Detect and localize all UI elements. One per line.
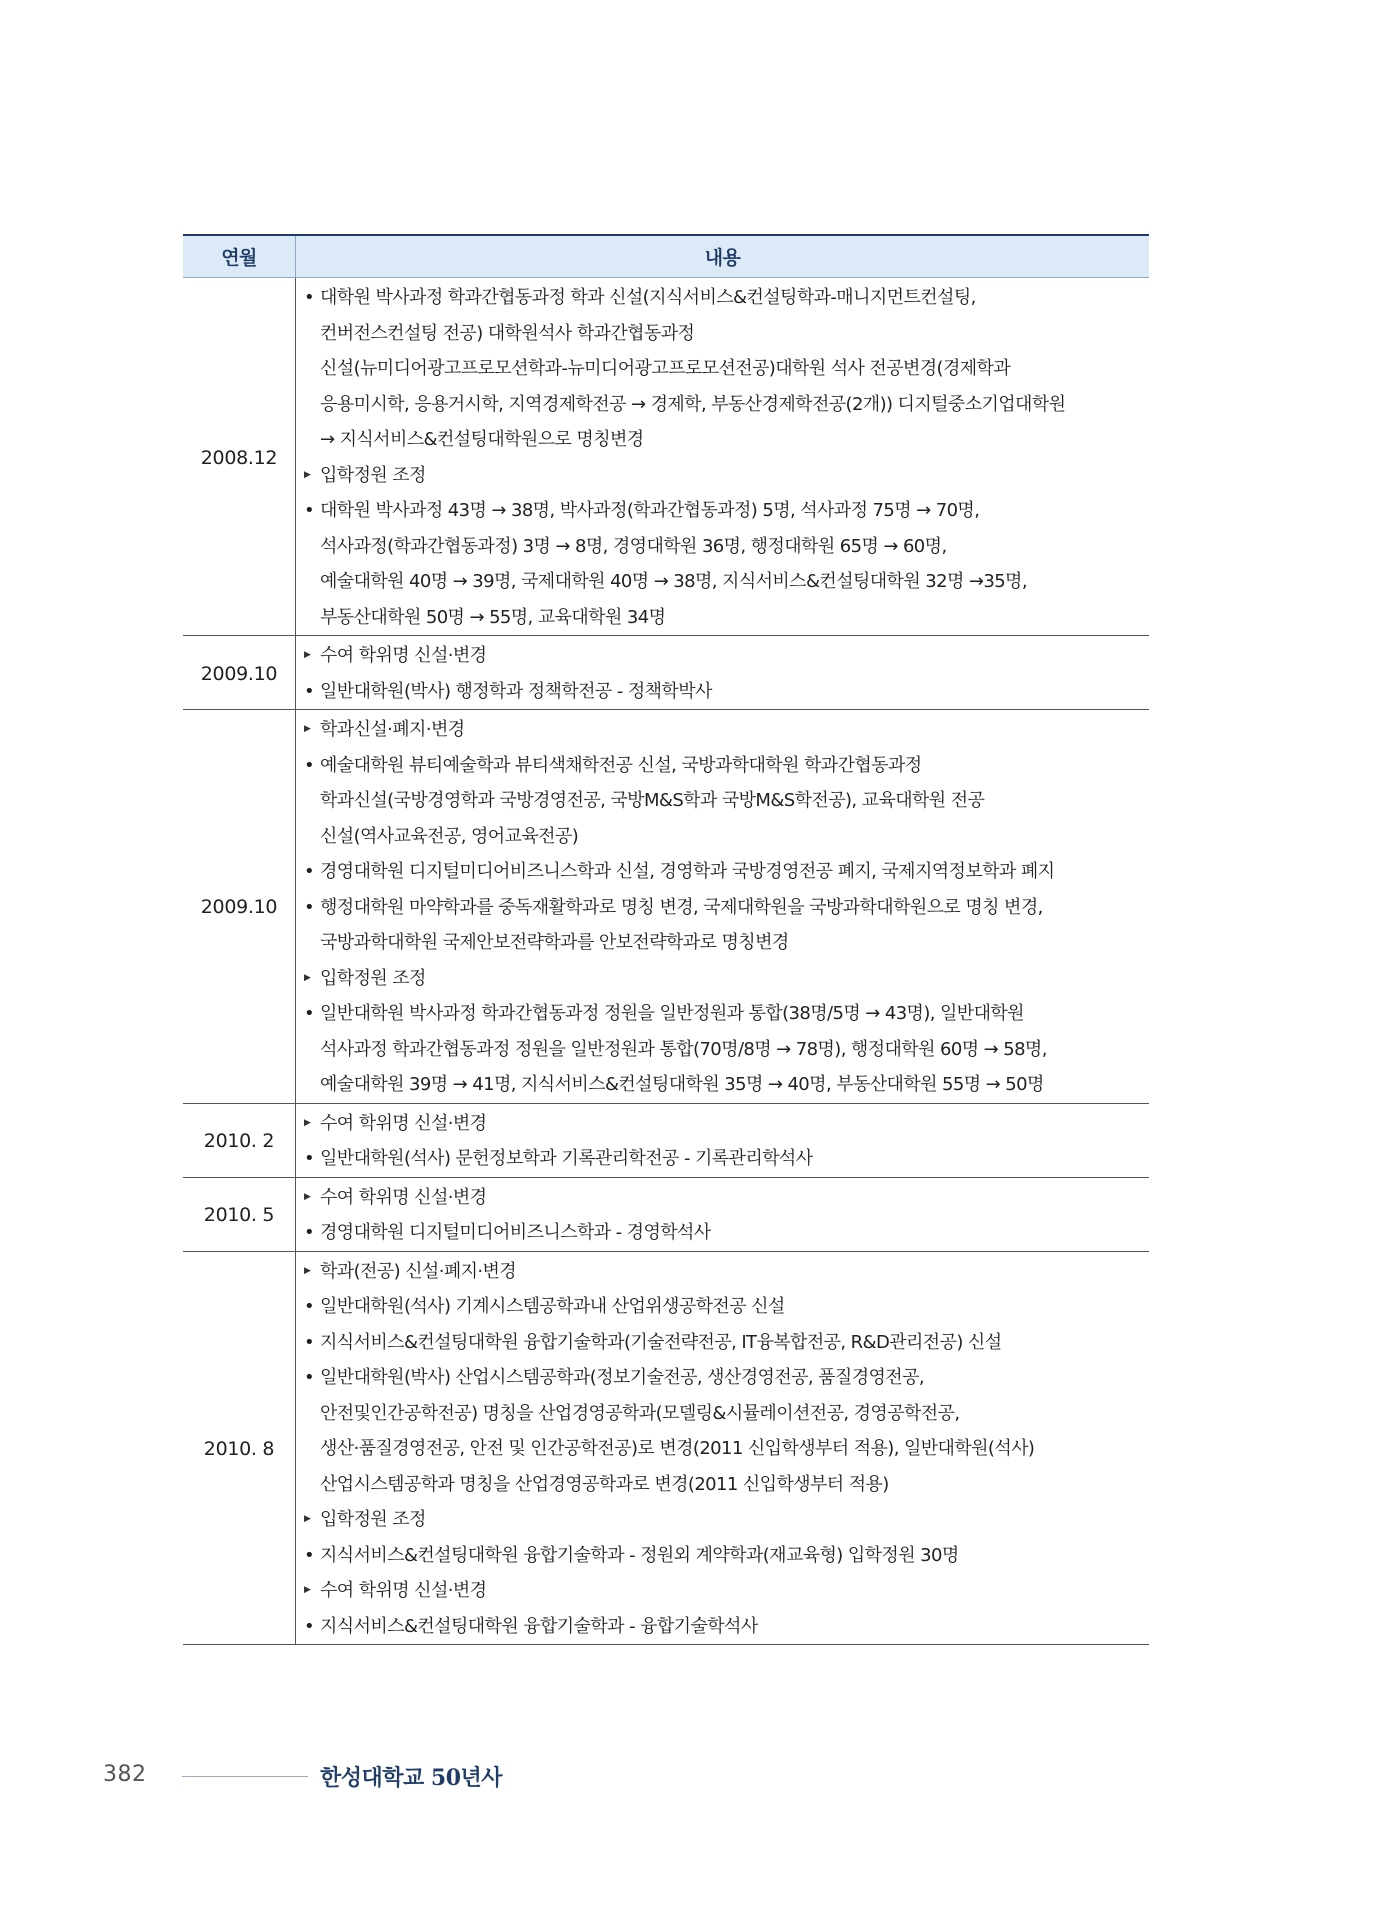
line-text: 대학원 박사과정 43명 → 38명, 박사과정(학과간협동과정) 5명, 석사과정 75명 → 70명, <box>320 500 980 521</box>
content-cell <box>296 710 1150 1104</box>
table-row <box>183 1103 1149 1177</box>
line-text: 예술대학원 39명 → 41명, 지식서비스&컨설팅대학원 35명 → 40명, 부동산대학원 55명 → 50명 <box>320 1074 1044 1095</box>
content-line <box>304 1106 1149 1142</box>
section-arrow-icon: ▶ <box>304 1191 311 1202</box>
line-text: 예술대학원 40명 → 39명, 국제대학원 40명 → 38명, 지식서비스&컨설팅대학원 32명 →35명, <box>320 571 1027 592</box>
content-line <box>304 638 1149 674</box>
content-line <box>304 819 1149 855</box>
line-text: 지식서비스&컨설팅대학원 융합기술학과 - 융합기술학석사 <box>320 1615 758 1637</box>
content-line <box>304 1467 1149 1503</box>
section-arrow-icon: ▶ <box>304 650 311 660</box>
line-text: 신설(뉴미디어광고프로모션학과-뉴미디어광고프로모션전공)대학원 석사 전공변경(경제학과 <box>320 358 1011 379</box>
section-arrow-icon: ▶ <box>304 469 311 480</box>
table-row <box>183 1251 1149 1645</box>
bullet-icon: • <box>304 1615 315 1637</box>
line-text: 입학정원 조정 <box>320 464 426 486</box>
section-arrow-icon: ▶ <box>304 1117 311 1128</box>
year-cell: 2008.12 <box>183 278 296 636</box>
line-text: 일반대학원(박사) 산업시스템공학과(정보기술전공, 생산경영전공, 품질경영전공, <box>320 1367 924 1388</box>
content-line <box>304 890 1149 926</box>
content-line <box>304 1502 1149 1538</box>
content-line <box>304 280 1149 316</box>
line-text: 안전및인간공학전공) 명칭을 산업경영공학과(모델링&시뮬레이션전공, 경영공학전공, <box>320 1402 960 1424</box>
line-text: 경영대학원 디지털미디어비즈니스학과 - 경영학석사 <box>320 1222 711 1243</box>
line-text: 컨버전스컨설팅 전공) 대학원석사 학과간협동과정 <box>320 322 695 344</box>
bullet-icon: • <box>304 680 315 702</box>
line-text: 수여 학위명 신설·변경 <box>320 1580 487 1601</box>
bullet-icon: • <box>304 1367 315 1388</box>
line-text: 예술대학원 뷰티예술학과 뷰티색채학전공 신설, 국방과학대학원 학과간협동과정 <box>320 754 922 776</box>
content-line <box>304 1180 1149 1216</box>
line-text: 경영대학원 디지털미디어비즈니스학과 신설, 경영학과 국방경영전공 폐지, 국제지역정보학과 폐지 <box>320 861 1055 882</box>
content-line <box>304 783 1149 819</box>
content-line <box>304 1254 1149 1290</box>
content-cell <box>296 278 1150 636</box>
content-cell <box>296 1103 1150 1177</box>
line-text: 행정대학원 마약학과를 중독재활학과로 명칭 변경, 국제대학원을 국방과학대학원으로 명칭 변경, <box>320 896 1043 918</box>
content-line <box>304 1325 1149 1361</box>
section-arrow-icon: ▶ <box>304 1265 311 1276</box>
table-row <box>183 710 1149 1104</box>
line-text: 입학정원 조정 <box>320 1509 426 1530</box>
line-text: 일반대학원(박사) 행정학과 정책학전공 - 정책학박사 <box>320 680 712 702</box>
section-arrow-icon: ▶ <box>304 724 311 734</box>
bullet-icon: • <box>304 1148 315 1169</box>
content-line <box>304 458 1149 494</box>
content-line <box>304 600 1149 636</box>
year-cell: 2009.10 <box>183 636 296 710</box>
line-text: 일반대학원(석사) 기계시스템공학과내 산업위생공학전공 신설 <box>320 1296 785 1317</box>
content-line <box>304 961 1149 997</box>
bullet-icon: • <box>304 287 315 308</box>
bullet-icon: • <box>304 754 315 776</box>
line-text: 대학원 박사과정 학과간협동과정 학과 신설(지식서비스&컨설팅학과-매니지먼트컨설팅, <box>320 287 976 308</box>
line-text: 수여 학위명 신설·변경 <box>320 1186 487 1208</box>
table-body <box>183 278 1149 1645</box>
line-text: 학과(전공) 신설·폐지·변경 <box>320 1260 517 1282</box>
content-line <box>304 1289 1149 1325</box>
line-text: 국방과학대학원 국제안보전략학과를 안보전략학과로 명칭변경 <box>320 932 789 953</box>
year-cell: 2010. 2 <box>183 1103 296 1177</box>
line-text: 석사과정 학과간협동과정 정원을 일반정원과 통합(70명/8명 → 78명), 행정대학원 60명 → 58명, <box>320 1038 1047 1060</box>
content-line <box>304 1067 1149 1103</box>
bullet-icon: • <box>304 1003 315 1024</box>
line-text: 부동산대학원 50명 → 55명, 교육대학원 34명 <box>320 606 666 628</box>
content-line <box>304 674 1149 710</box>
line-text: 학과신설(국방경영학과 국방경영전공, 국방M&S학과 국방M&S학전공), 교육대학원 전공 <box>320 790 985 811</box>
content-line <box>304 529 1149 565</box>
content-cell <box>296 1251 1150 1645</box>
year-cell: 2009.10 <box>183 710 296 1104</box>
bullet-icon: • <box>304 861 315 882</box>
table-row <box>183 636 1149 710</box>
line-text: 신설(역사교육전공, 영어교육전공) <box>320 825 579 847</box>
year-cell: 2010. 8 <box>183 1251 296 1645</box>
content-line <box>304 387 1149 423</box>
content-line <box>304 1215 1149 1251</box>
content-line <box>304 422 1149 458</box>
content-line <box>304 316 1149 352</box>
content-line <box>304 1141 1149 1177</box>
page-number: 382 <box>103 1762 147 1787</box>
line-text: 학과신설·폐지·변경 <box>320 719 465 740</box>
section-arrow-icon: ▶ <box>304 1514 311 1524</box>
line-text: 입학정원 조정 <box>320 967 426 989</box>
bullet-icon: • <box>304 1222 315 1243</box>
section-arrow-icon: ▶ <box>304 972 311 983</box>
line-text: 산업시스템공학과 명칭을 산업경영공학과로 변경(2011 신입학생부터 적용) <box>320 1473 889 1495</box>
content-cell <box>296 636 1150 710</box>
content-line <box>304 1431 1149 1467</box>
line-text: 지식서비스&컨설팅대학원 융합기술학과(기술전략전공, IT융복합전공, R&D관리전공) 신설 <box>320 1331 1002 1353</box>
content-line <box>304 1032 1149 1068</box>
content-line <box>304 1609 1149 1645</box>
content-line <box>304 351 1149 387</box>
bullet-icon: • <box>304 1544 315 1566</box>
year-cell: 2010. 5 <box>183 1177 296 1251</box>
content-line <box>304 1396 1149 1432</box>
line-text: 생산·품질경영전공, 안전 및 인간공학전공)로 변경(2011 신입학생부터 적용), 일반대학원(석사) <box>320 1438 1035 1459</box>
content-line <box>304 925 1149 961</box>
bullet-icon: • <box>304 896 315 918</box>
content-line <box>304 996 1149 1032</box>
line-text: → 지식서비스&컨설팅대학원으로 명칭변경 <box>320 429 644 450</box>
section-arrow-icon: ▶ <box>304 1585 311 1595</box>
line-text: 응용미시학, 응용거시학, 지역경제학전공 → 경제학, 부동산경제학전공(2개)) 디지털중소기업대학원 <box>320 393 1066 415</box>
line-text: 수여 학위명 신설·변경 <box>320 645 487 666</box>
content-line <box>304 712 1149 748</box>
content-line <box>304 1538 1149 1574</box>
history-table <box>183 234 1149 1645</box>
line-text: 일반대학원 박사과정 학과간협동과정 정원을 일반정원과 통합(38명/5명 → 43명), 일반대학원 <box>320 1003 1024 1024</box>
line-text: 일반대학원(석사) 문헌정보학과 기록관리학전공 - 기록관리학석사 <box>320 1148 813 1169</box>
book-title: 한성대학교 50년사 <box>320 1765 503 1791</box>
line-text: 석사과정(학과간협동과정) 3명 → 8명, 경영대학원 36명, 행정대학원 65명 → 60명, <box>320 535 947 557</box>
line-text: 수여 학위명 신설·변경 <box>320 1112 487 1134</box>
header-content: 내용 <box>296 235 1150 278</box>
content-line <box>304 1360 1149 1396</box>
content-line <box>304 1573 1149 1609</box>
line-text: 지식서비스&컨설팅대학원 융합기술학과 - 정원외 계약학과(재교육형) 입학정원 30명 <box>320 1544 959 1566</box>
table-row <box>183 1177 1149 1251</box>
bullet-icon: • <box>304 500 315 521</box>
content-line <box>304 564 1149 600</box>
table-header-row <box>183 235 1149 278</box>
content-line <box>304 748 1149 784</box>
content-cell <box>296 1177 1150 1251</box>
header-year: 연월 <box>183 235 296 278</box>
content-line <box>304 493 1149 529</box>
content-line <box>304 854 1149 890</box>
bullet-icon: • <box>304 1296 315 1317</box>
bullet-icon: • <box>304 1331 315 1353</box>
footer-divider <box>182 1776 308 1777</box>
table-row <box>183 278 1149 636</box>
